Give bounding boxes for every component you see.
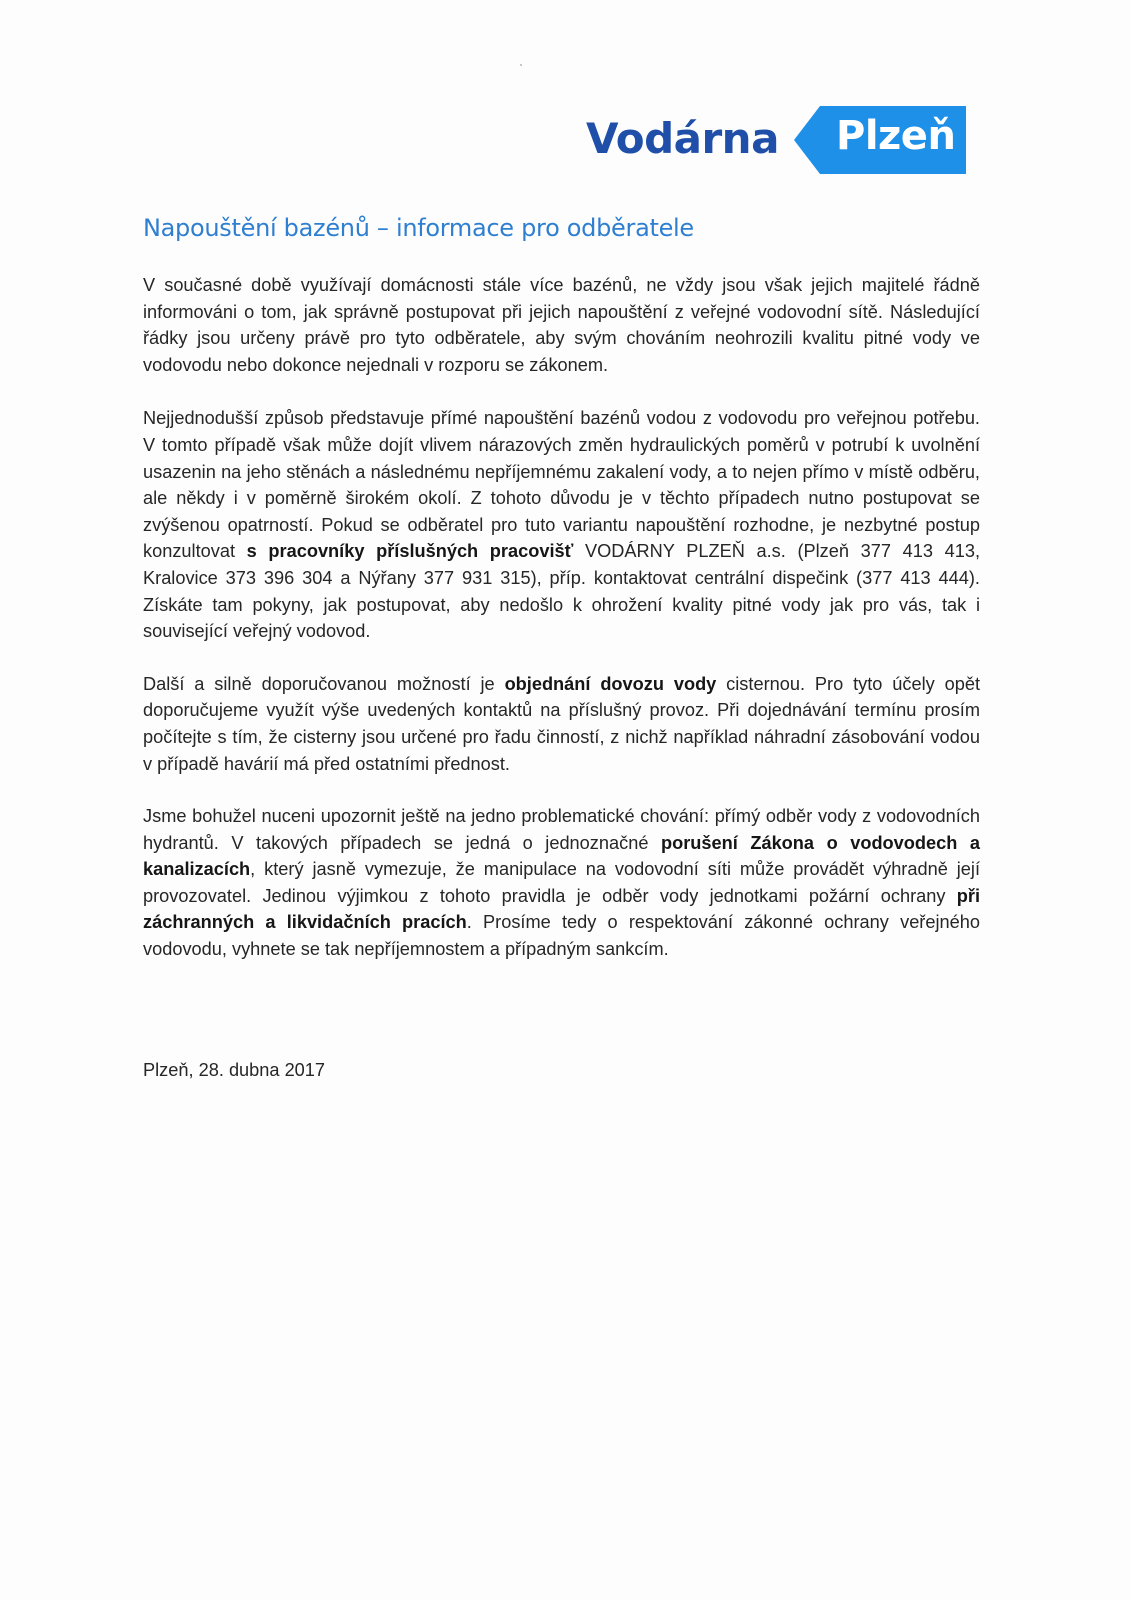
paragraph-4-text-b: , který jasně vymezuje, že manipulace na vodovodní síti může provádět výhradně její provozovatel. Jedinou výjimkou z tohoto pravidla je odběr vody jednotkami požární ochrany xyxy=(143,859,980,906)
logo-badge-text: Plzeň xyxy=(836,113,956,159)
paragraph-4-bold-2: při záchranných a likvidačních pracích xyxy=(143,885,980,933)
paragraph-2-text-b: VODÁRNY PLZEŇ a.s. (Plzeň 377 413 413, Kralovice 373 396 304 a Nýřany 377 931 315), příp. kontaktovat centrální dispečink (377 413 444). Získáte tam pokyny, jak postupovat, aby nedošlo k ohrožení kvality pitné vody jak pro vás, tak i související veřejný vodovod. xyxy=(143,541,981,642)
place-and-date: Plzeň, 28. dubna 2017 xyxy=(143,1060,326,1080)
logo-wordmark: Vodárna xyxy=(586,114,779,163)
paragraph-2-bold: s pracovníky příslušných pracovišť xyxy=(246,541,574,562)
paragraph-2 xyxy=(143,405,980,644)
document-title: Napouštění bazénů – informace pro odběratele xyxy=(143,214,694,242)
paragraph-3-bold: objednání dovozu vody xyxy=(504,673,717,694)
document-body xyxy=(143,272,980,989)
paragraph-2-text-a: Nejjednodušší způsob představuje přímé napouštění bazénů vodou z vodovodu pro veřejnou potřebu. V tomto případě však může dojít vlivem nárazových změn hydraulických poměrů v potrubí k uvolnění usazenin na jeho stěnách a následnému nepříjemnému zakalení vody, a to nejen přímo v místě odběru, ale někdy i v poměrně širokém okolí. Z tohoto důvodu je v těchto případech nutno postupovat se zvýšenou opatrností. Pokud se odběratel pro tuto variantu napouštění rozhodne, je nezbytné postup konzultovat xyxy=(143,408,980,562)
scan-speck xyxy=(520,64,522,66)
paragraph-4 xyxy=(143,803,980,963)
vodarna-plzen-logo xyxy=(586,106,966,174)
paragraph-1: V současné době využívají domácnosti stále více bazénů, ne vždy jsou však jejich majitelé řádně informováni o tom, jak správně postupovat při jejich napouštění z veřejné vodovodní sítě. Následující řádky jsou určeny právě pro tyto odběratele, aby svým chováním neohrozili kvalitu pitné vody ve vodovodu nebo dokonce nejednali v rozporu se zákonem. xyxy=(143,275,980,375)
paragraph-4-bold-1: porušení Zákona o vodovodech a kanalizacích xyxy=(143,832,981,880)
paragraph-3 xyxy=(143,671,980,777)
logo-badge xyxy=(794,106,966,174)
paragraph-4-text-c: . Prosíme tedy o respektování zákonné ochrany veřejného vodovodu, vyhnete se tak nepříjemnostem a případným sankcím. xyxy=(143,912,980,960)
paragraph-4-text-a: Jsme bohužel nuceni upozornit ještě na jedno problematické chování: přímý odběr vody z vodovodních hydrantů. V takových případech se jedná o jednoznačné xyxy=(143,806,980,853)
paragraph-3-text-a: Další a silně doporučovanou možností je xyxy=(143,673,505,694)
paragraph-3-text-b: cisternou. Pro tyto účely opět doporučujeme využít výše uvedených kontaktů na příslušný provoz. Při dojednávání termínu prosím počítejte s tím, že cisterny jsou určené pro řadu činností, z nichž například náhradní zásobování vodou v případě havárií má před ostatními přednost. xyxy=(143,673,980,774)
